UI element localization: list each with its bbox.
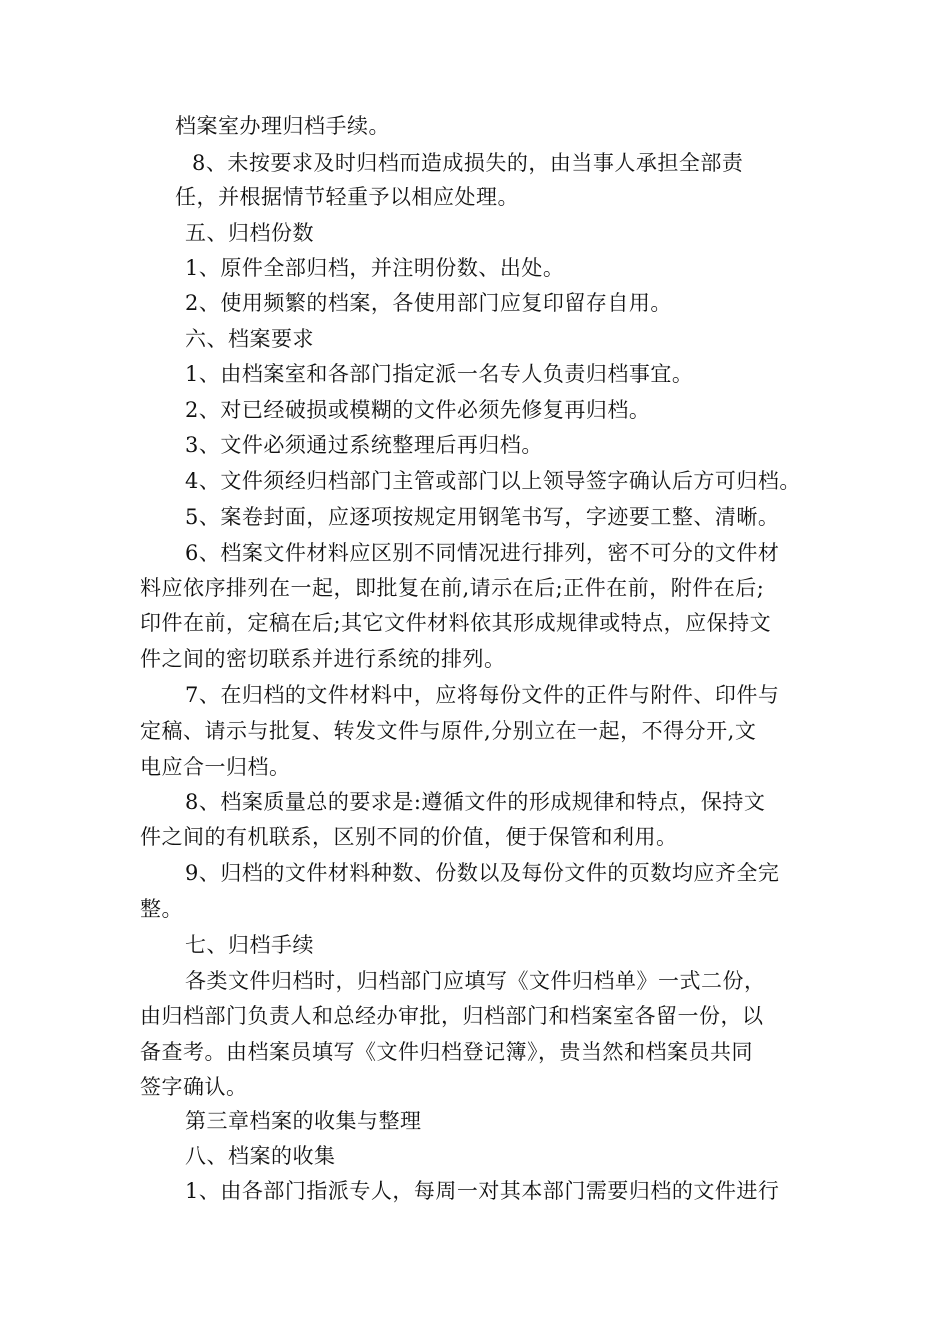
text-line: 1、由档案室和各部门指定派一名专人负责归档事宜。 xyxy=(185,362,694,386)
text-line: 签字确认。 xyxy=(140,1075,248,1099)
text-line: 备查考。由档案员填写《文件归档登记簿》，贵当然和档案员共同 xyxy=(140,1040,753,1064)
text-line: 各类文件归档时，归档部门应填写《文件归档单》一式二份， xyxy=(185,969,766,993)
text-line: 由归档部门负责人和总经办审批，归档部门和档案室各留一份，以 xyxy=(140,1004,764,1028)
section-heading: 七、归档手续 xyxy=(185,933,314,957)
chapter-heading: 第三章档案的收集与整理 xyxy=(185,1109,422,1133)
text-line: 整。 xyxy=(140,897,183,921)
section-heading: 八、档案的收集 xyxy=(185,1144,336,1168)
text-line: 8、档案质量总的要求是:遵循文件的形成规律和特点，保持文 xyxy=(185,790,766,814)
text-line: 7、在归档的文件材料中，应将每份文件的正件与附件、印件与 xyxy=(185,683,780,707)
text-line: 2、对已经破损或模糊的文件必须先修复再归档。 xyxy=(185,398,651,422)
text-line: 3、文件必须通过系统整理后再归档。 xyxy=(185,433,543,457)
text-line: 印件在前，定稿在后;其它文件材料依其形成规律或特点，应保持文 xyxy=(140,611,772,635)
text-line: 1、原件全部归档，并注明份数、出处。 xyxy=(185,256,565,280)
text-line: 9、归档的文件材料种数、份数以及每份文件的页数均应齐全完 xyxy=(185,861,780,885)
text-line: 档案室办理归档手续。 xyxy=(175,114,390,138)
section-heading: 六、档案要求 xyxy=(185,327,314,351)
section-heading: 五、归档份数 xyxy=(185,221,314,245)
text-line: 2、使用频繁的档案，各使用部门应复印留存自用。 xyxy=(185,291,672,315)
text-line: 任，并根据情节轻重予以相应处理。 xyxy=(175,185,519,209)
text-line: 件之间的有机联系，区别不同的价值，便于保管和利用。 xyxy=(140,825,678,849)
text-line: 定稿、请示与批复、转发文件与原件,分别立在一起，不得分开,文 xyxy=(140,719,757,743)
text-line: 料应依序排列在一起，即批复在前,请示在后;正件在前，附件在后; xyxy=(140,576,765,600)
text-line: 1、由各部门指派专人，每周一对其本部门需要归档的文件进行 xyxy=(185,1179,780,1203)
text-line: 6、档案文件材料应区别不同情况进行排列，密不可分的文件材 xyxy=(185,541,780,565)
text-line: 件之间的密切联系并进行系统的排列。 xyxy=(140,647,506,671)
text-line: 4、文件须经归档部门主管或部门以上领导签字确认后方可归档。 xyxy=(185,469,801,493)
text-line: 8、未按要求及时归档而造成损失的，由当事人承担全部责 xyxy=(192,151,744,175)
text-line: 电应合一归档。 xyxy=(140,755,291,779)
text-line: 5、案卷封面，应逐项按规定用钢笔书写，字迹要工整、清晰。 xyxy=(185,505,780,529)
